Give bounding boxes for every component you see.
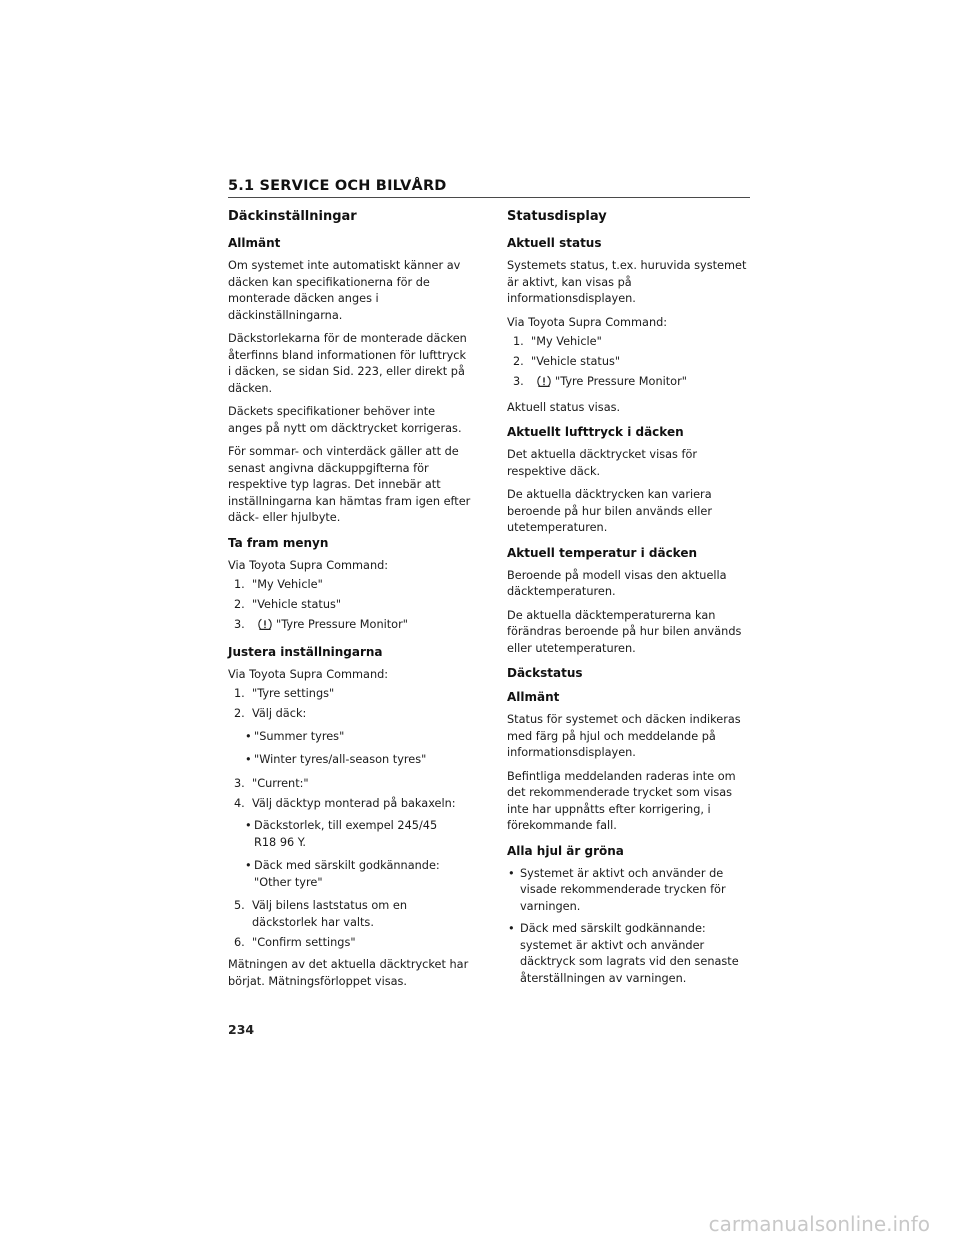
tyre-pressure-warning-icon (258, 618, 272, 637)
left-column (228, 208, 471, 997)
step-number: 4. (234, 796, 245, 810)
list-item (228, 686, 471, 703)
list-item (228, 577, 471, 594)
step-text: "Confirm settings" (252, 935, 356, 949)
green-bullets (507, 866, 750, 988)
step-text: Välj däcktyp monterad på bakaxeln: (252, 796, 456, 810)
list-item (507, 354, 750, 371)
watermark: carmanualsonline.info (708, 1212, 930, 1236)
list-item (228, 935, 471, 952)
heading-tyre-status: Däckstatus (507, 666, 583, 680)
paragraph: De aktuella däcktrycken kan variera beroende på hur bilen används eller utetemperaturen. (507, 488, 712, 534)
step-number: 3. (513, 375, 524, 388)
heading-open-menu: Ta fram menyn (228, 535, 329, 550)
paragraph: För sommar- och vinterdäck gäller att de senast angivna däckuppgifterna för respektive typ lagras. Det innebär att inställningarna kan hämtas fram igen efter däck- eller hjulbyte. (228, 445, 471, 524)
step-text: Välj bilens laststatus om en däckstorlek har valts. (252, 899, 407, 929)
step-text: Välj däck: (252, 707, 307, 720)
heading-current-status: Aktuell status (507, 236, 602, 250)
step-number: 2. (234, 598, 245, 611)
menu-steps (228, 577, 471, 637)
tyre-pressure-warning-icon (537, 375, 551, 394)
step-number: 1. (513, 335, 524, 348)
step-text: "My Vehicle" (252, 578, 323, 591)
paragraph: Däckstorlekarna för de monterade däcken återfinns bland informationen för lufttryck i däcken, se sidan Sid. 223, eller direkt på däcken. (228, 332, 467, 395)
step-number: 6. (234, 935, 245, 949)
list-item: • Systemet är aktivt och använder de visade rekommenderade trycken för varningen. (507, 866, 750, 916)
step-text: "Current:" (252, 776, 309, 790)
paragraph: Beroende på modell visas den aktuella däcktemperaturen. (507, 568, 727, 598)
heading-status-display: Statusdisplay (507, 209, 607, 224)
heading-current-temperature: Aktuell temperatur i däcken (507, 545, 698, 560)
list-item: • "Summer tyres" (228, 729, 471, 746)
step-number: 3. (234, 618, 245, 631)
list-item (228, 776, 471, 793)
paragraph: Om systemet inte automatiskt känner av däcken kan specifikationerna för de monterade däcken anges i däckinställningarna. (228, 259, 461, 322)
list-item (228, 617, 471, 637)
page-header (228, 178, 750, 198)
paragraph: Via Toyota Supra Command: (228, 667, 389, 681)
step-text: "Vehicle status" (252, 598, 342, 611)
step-number: 5. (234, 899, 245, 912)
paragraph: Aktuell status visas. (507, 400, 621, 414)
paragraph: Status för systemet och däcken indikeras med färg på hjul och meddelande på informationsdisplayen. (507, 713, 741, 759)
heading-tyre-settings: Däckinställningar (228, 209, 357, 224)
paragraph: De aktuella däcktemperaturerna kan förändras beroende på hur bilen används eller utetemperaturen. (507, 608, 742, 655)
paragraph: Däckets specifikationer behöver inte anges på nytt om däcktrycket korrigeras. (228, 405, 462, 435)
step-text: "Tyre Pressure Monitor" (276, 618, 408, 631)
step-text: "Tyre settings" (252, 687, 335, 700)
step-number: 2. (234, 707, 245, 720)
heading-general: Allmänt (228, 236, 281, 250)
step-text: "My Vehicle" (531, 335, 602, 348)
status-steps (507, 334, 750, 394)
list-item (507, 374, 750, 394)
list-item (228, 898, 471, 931)
page-number: 234 (228, 1022, 255, 1037)
step-number: 1. (234, 687, 245, 700)
step-text: "Tyre Pressure Monitor" (555, 375, 687, 388)
paragraph: Via Toyota Supra Command: (507, 315, 668, 329)
adjust-steps (228, 686, 471, 951)
heading-current-pressure: Aktuellt lufttryck i däcken (507, 425, 684, 439)
paragraph: Befintliga meddelanden raderas inte om det rekommenderade trycket som visas inte har uppnåtts efter korrigering, i förekommande fall. (507, 769, 736, 832)
list-item (507, 334, 750, 351)
heading-adjust-settings: Justera inställningarna (228, 644, 383, 659)
list-item (228, 796, 471, 813)
paragraph: Systemets status, t.ex. huruvida systemet är aktivt, kan visas på informationsdisplayen. (507, 259, 747, 305)
paragraph: Mätningen av det aktuella däcktrycket har börjat. Mätningsförloppet visas. (228, 958, 469, 988)
heading-general: Allmänt (507, 690, 560, 704)
right-column (507, 208, 750, 993)
paragraph: Det aktuella däcktrycket visas för respektive däck. (507, 448, 698, 478)
step-number: 3. (234, 776, 245, 790)
step-text: "Vehicle status" (531, 355, 621, 368)
heading-all-wheels-green: Alla hjul är gröna (507, 843, 624, 858)
step-number: 2. (513, 355, 524, 368)
list-item (228, 597, 471, 614)
list-item: • Däck med särskilt godkännande: "Other tyre" (228, 858, 471, 891)
step-number: 1. (234, 578, 245, 591)
paragraph: Via Toyota Supra Command: (228, 558, 389, 572)
list-item: • Däck med särskilt godkännande: systemet är aktivt och använder däcktryck som lagrats vid den senaste återställningen av varningen. (507, 921, 750, 987)
list-item (228, 706, 471, 723)
list-item: • Däckstorlek, till exempel 245/45 R18 96 Y. (228, 818, 471, 851)
section-title: 5.1 SERVICE OCH BILVÅRD (228, 178, 447, 194)
list-item: • "Winter tyres/all-season tyres" (228, 752, 471, 769)
